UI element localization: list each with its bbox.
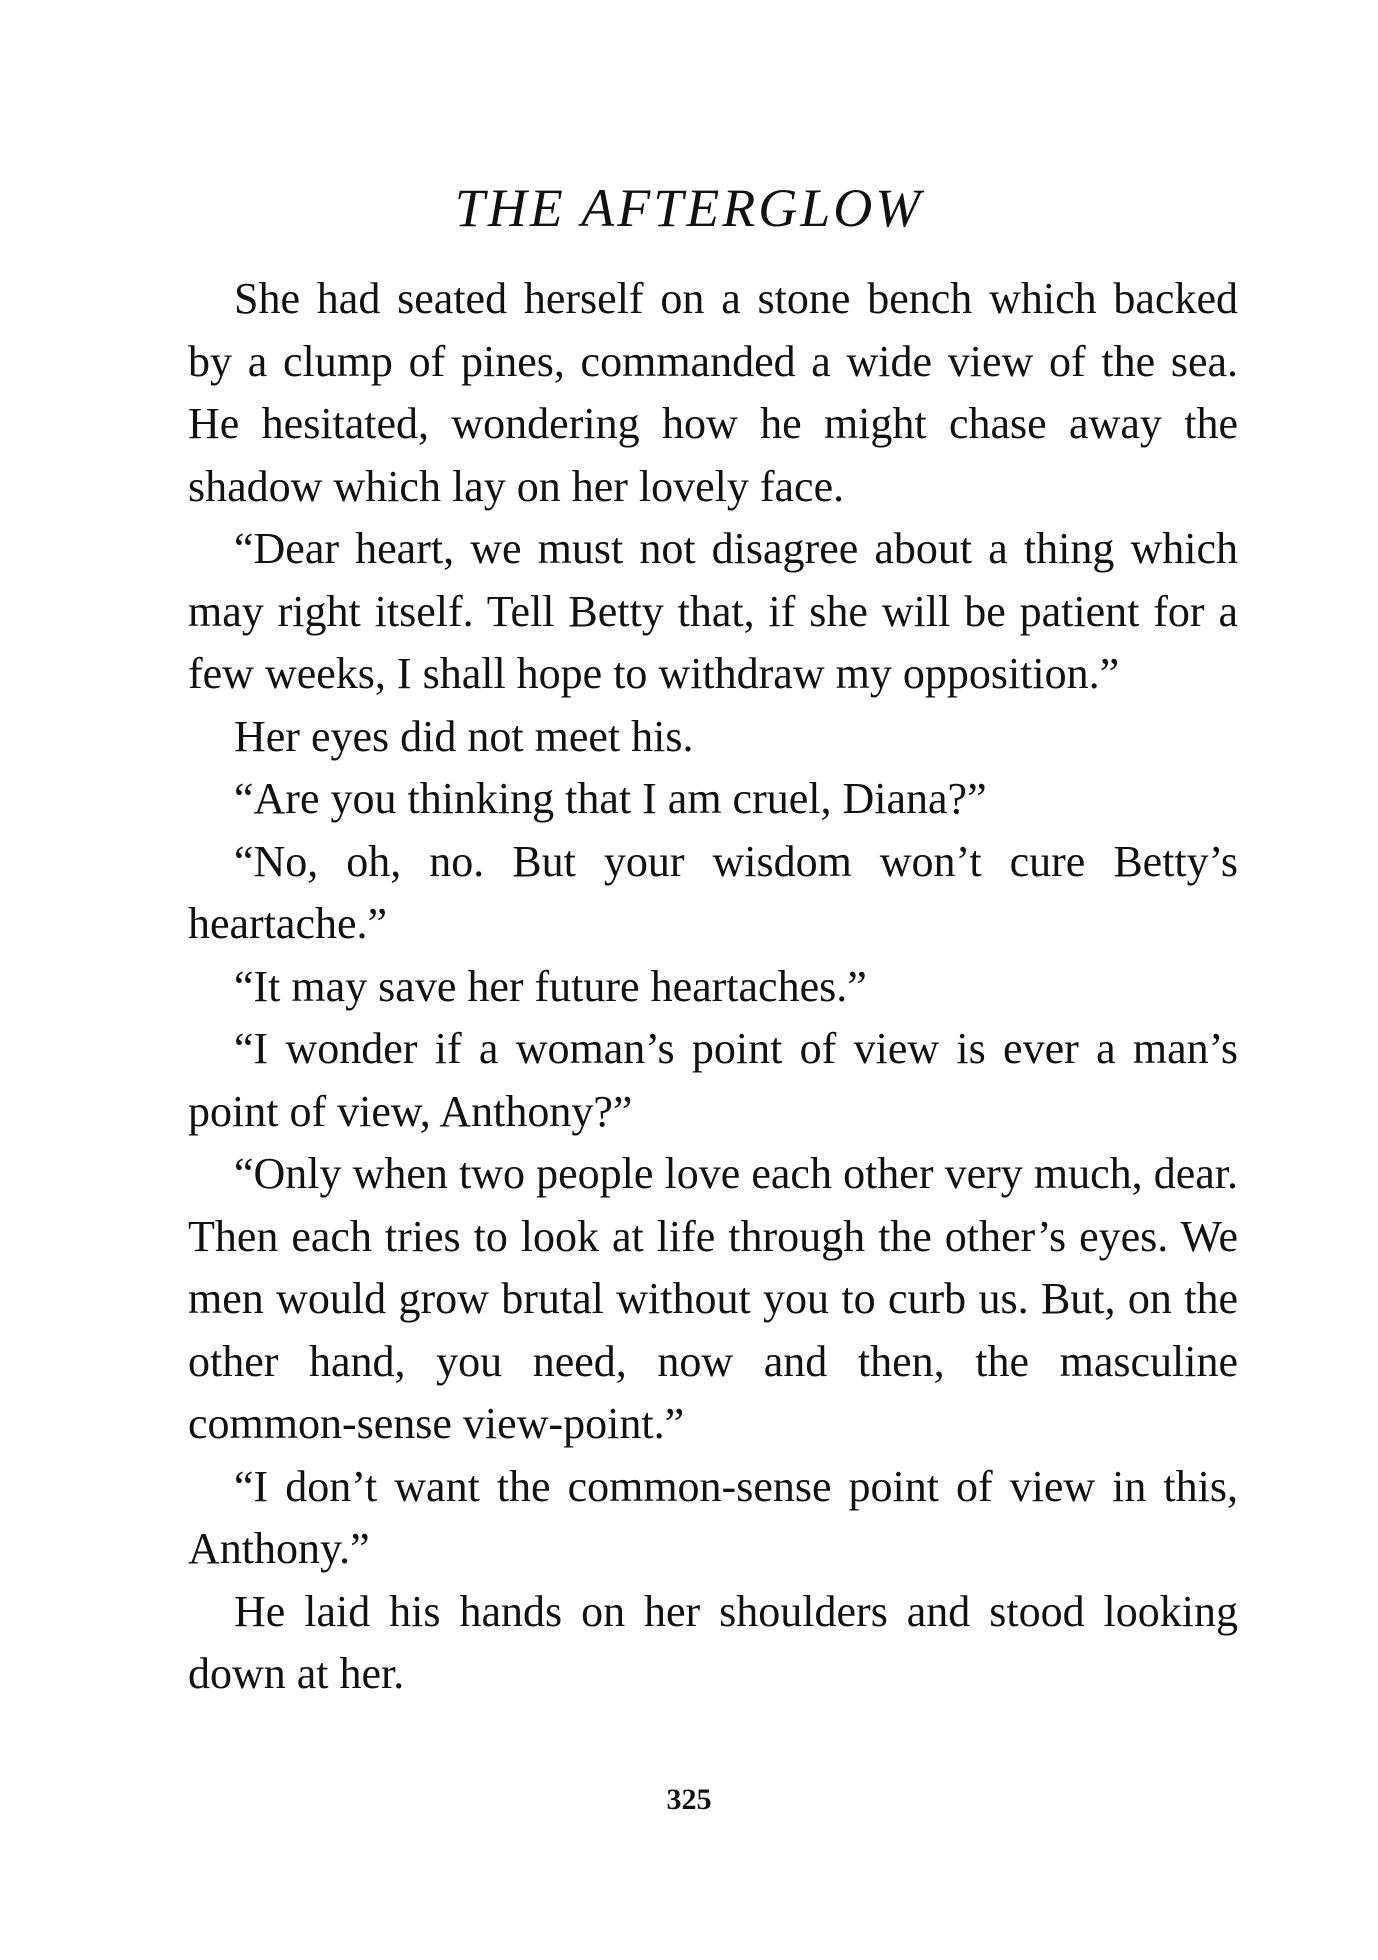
body-text — [188, 268, 1238, 1706]
paragraph: “Dear heart, we must not disagree about a thing which may right itself. Tell Betty that, if she will be patient for a few weeks, I shall hope to withdraw my opposition.” — [188, 524, 1238, 698]
running-head: THE AFTERGLOW — [454, 178, 924, 238]
paragraph: She had seated herself on a stone bench which backed by a clump of pines, commanded a wide view of the sea. He hesitated, wondering how he might chase away the shadow which lay on her lovely face. — [188, 274, 1238, 511]
paragraph: “Only when two people love each other very much, dear. Then each tries to look at life through the other’s eyes. We men would grow brutal without you to curb us. But, on the other hand, you need, now and then, the masculine common-sense view-point.” — [188, 1149, 1238, 1448]
paragraph: “It may save her future heartaches.” — [234, 961, 867, 1011]
page-number: 325 — [666, 1783, 712, 1816]
paragraph: Her eyes did not meet his. — [234, 711, 694, 761]
paragraph: “Are you thinking that I am cruel, Diana?” — [234, 774, 987, 823]
paragraph: “I don’t want the common-sense point of view in this, Anthony.” — [188, 1461, 1238, 1573]
paragraph: “I wonder if a woman’s point of view is ever a man’s point of view, Anthony?” — [188, 1024, 1238, 1136]
paragraph: He laid his hands on her shoulders and stood looking down at her. — [188, 1586, 1238, 1698]
paragraph: “No, oh, no. But your wisdom won’t cure Betty’s heartache.” — [188, 836, 1238, 948]
